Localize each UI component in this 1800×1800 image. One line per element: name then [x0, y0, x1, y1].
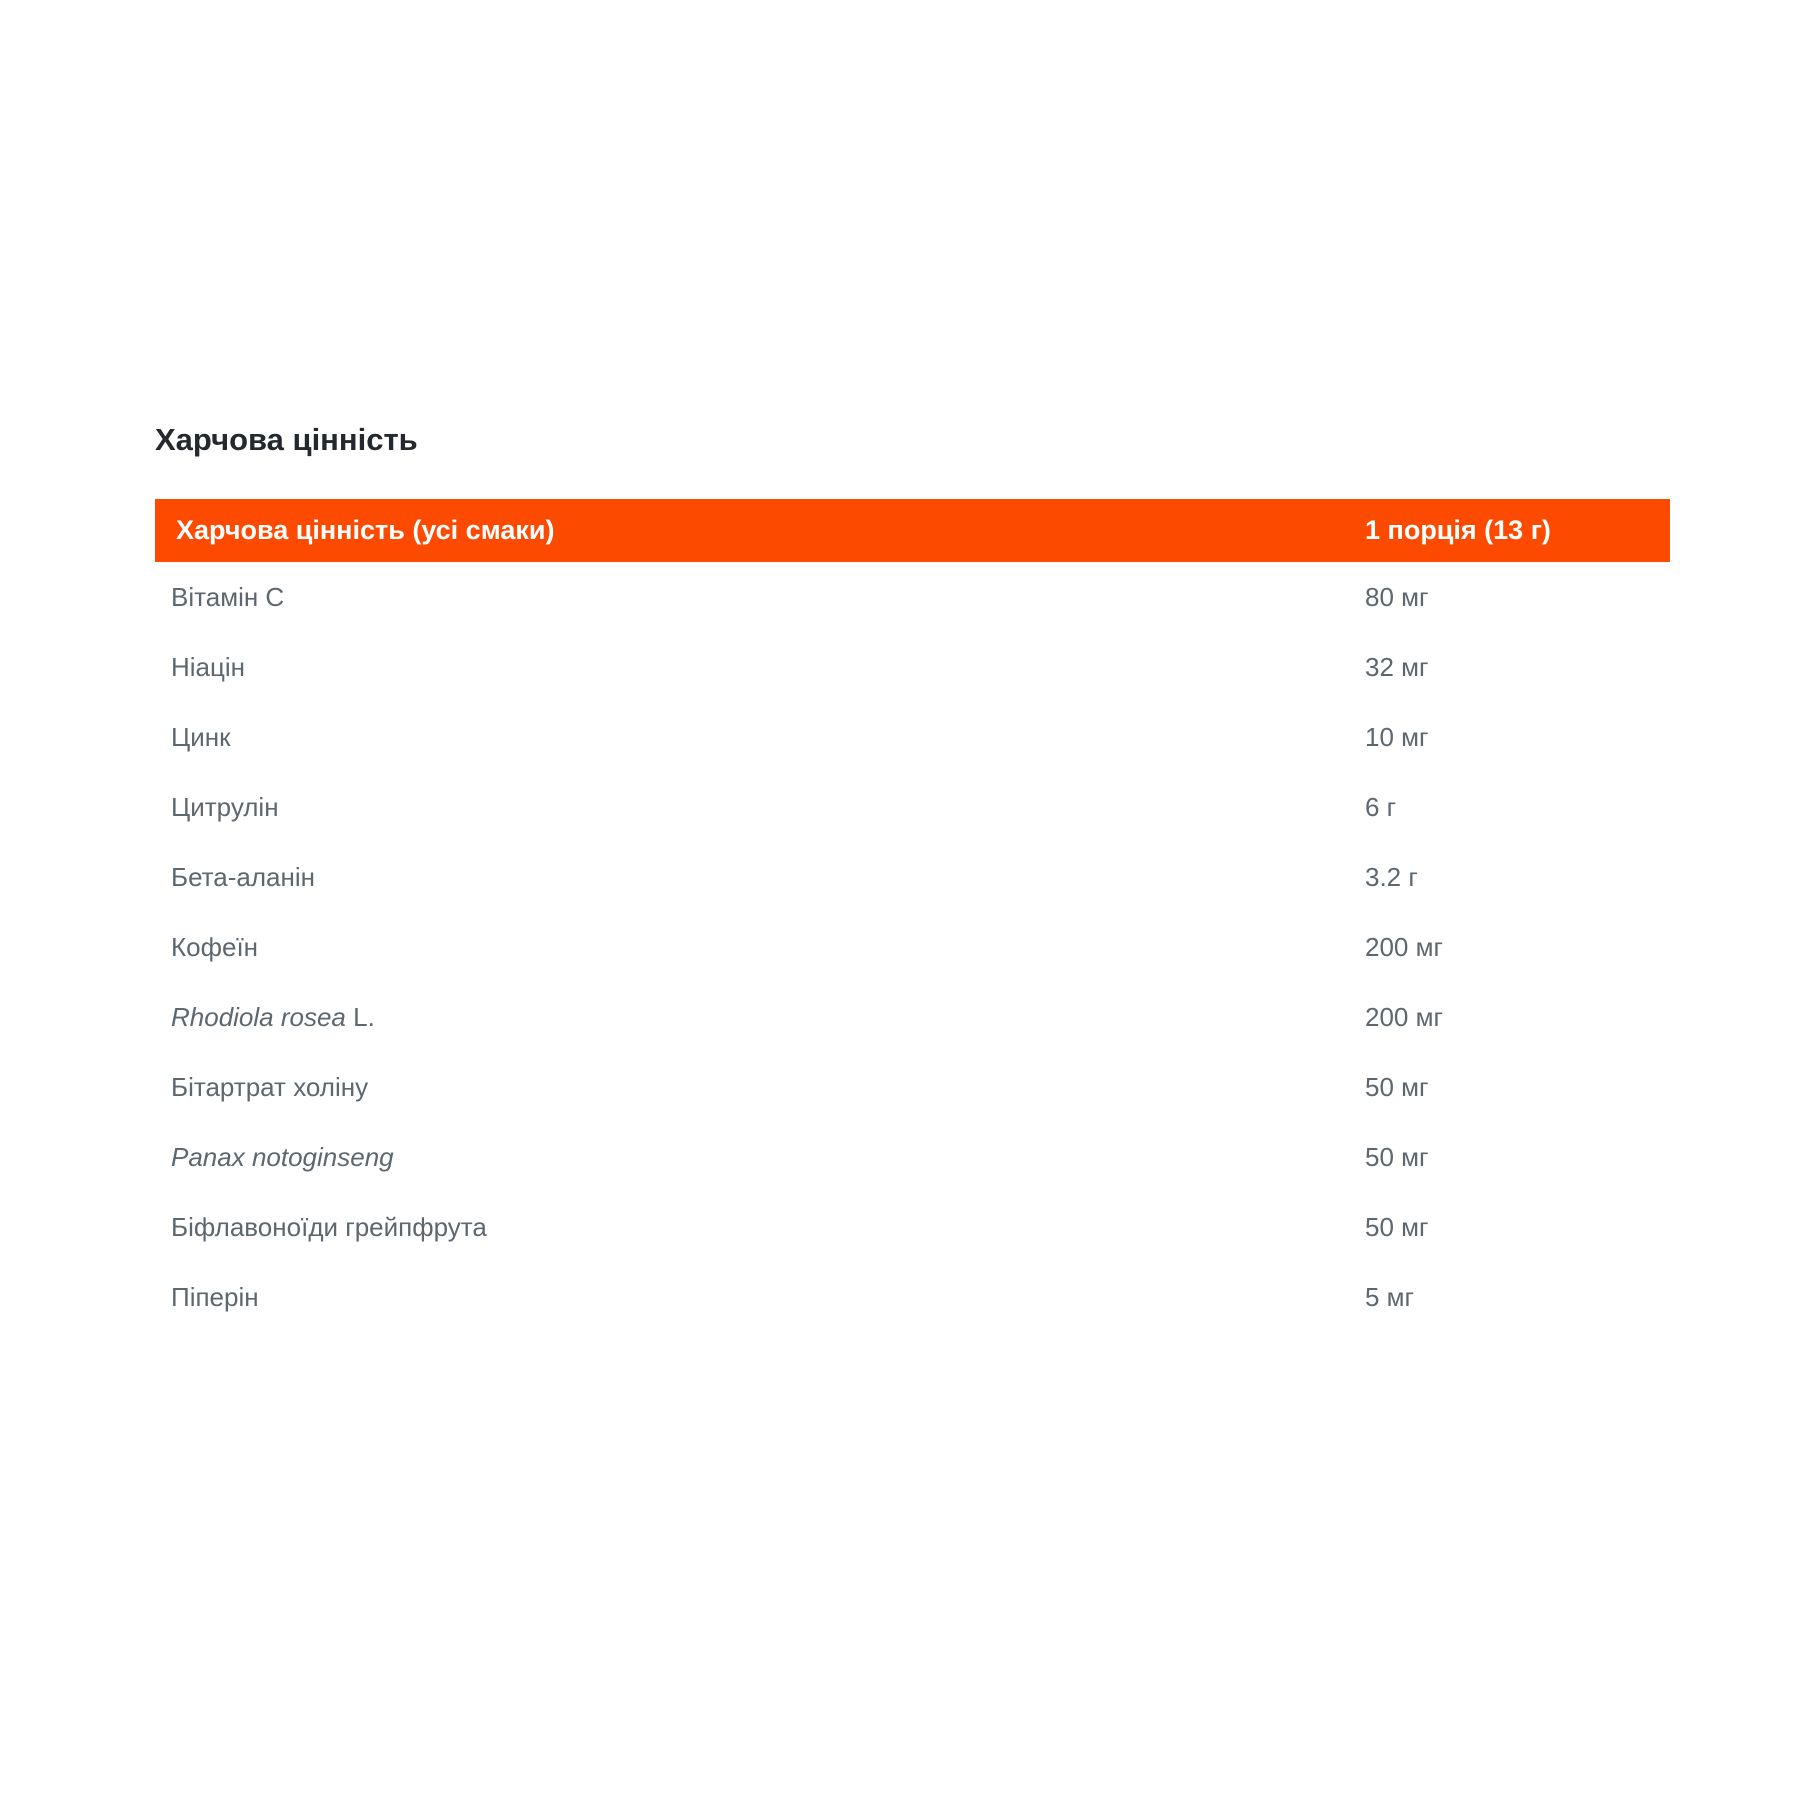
row-label-text: Бета-аланін: [171, 861, 315, 892]
nutrition-section: [155, 421, 1670, 1332]
row-label: [155, 722, 1365, 753]
table-header-row: [155, 499, 1670, 562]
row-value: 6 г: [1365, 791, 1397, 822]
row-label-text: Біфлавоноїди грейпфрута: [171, 1211, 487, 1242]
table-row: [155, 1192, 1670, 1262]
row-label: [155, 862, 1365, 893]
row-label: [155, 932, 1365, 963]
row-label-text: Кофеїн: [171, 931, 259, 962]
row-label: [155, 1212, 1365, 1243]
row-value: 5 мг: [1365, 1281, 1415, 1312]
row-label: [155, 1282, 1365, 1313]
row-value: 50 мг: [1365, 1071, 1429, 1102]
table-row: [155, 562, 1670, 632]
table-row: [155, 1052, 1670, 1122]
table-row: [155, 982, 1670, 1052]
row-label-text: Вітамін C: [171, 581, 285, 612]
table-row: [155, 772, 1670, 842]
nutrition-table: [155, 499, 1670, 1332]
table-row: [155, 702, 1670, 772]
row-label-latin: Panax notoginseng: [171, 1141, 394, 1172]
row-label: [155, 1002, 1365, 1033]
row-label-text: Ніацін: [171, 651, 246, 682]
table-row: [155, 1262, 1670, 1332]
header-label-cell: Харчова цінність (усі смаки): [176, 515, 555, 545]
row-value: 200 мг: [1365, 931, 1443, 962]
row-label-latin: Rhodiola rosea: [171, 1001, 346, 1032]
row-label: [155, 582, 1365, 613]
row-label-text: L.: [345, 1001, 375, 1032]
row-value: 80 мг: [1365, 581, 1429, 612]
table-row: [155, 1122, 1670, 1192]
row-label-text: Цитрулін: [171, 791, 279, 822]
table-row: [155, 842, 1670, 912]
row-label: [155, 652, 1365, 683]
row-value: 50 мг: [1365, 1141, 1429, 1172]
page-title: Харчова цінність: [155, 422, 418, 457]
row-value: 3.2 г: [1365, 861, 1418, 892]
row-label: [155, 792, 1365, 823]
row-value: 10 мг: [1365, 721, 1429, 752]
row-label-text: Бітартрат холіну: [171, 1071, 369, 1102]
row-value: 200 мг: [1365, 1001, 1443, 1032]
row-label-text: Піперін: [171, 1281, 259, 1312]
table-row: [155, 912, 1670, 982]
row-label: [155, 1072, 1365, 1103]
header-value-cell: 1 порція (13 г): [1365, 515, 1551, 545]
row-label-text: Цинк: [171, 721, 231, 752]
table-row: [155, 632, 1670, 702]
row-value: 32 мг: [1365, 651, 1429, 682]
row-label: [155, 1142, 1365, 1173]
row-value: 50 мг: [1365, 1211, 1429, 1242]
